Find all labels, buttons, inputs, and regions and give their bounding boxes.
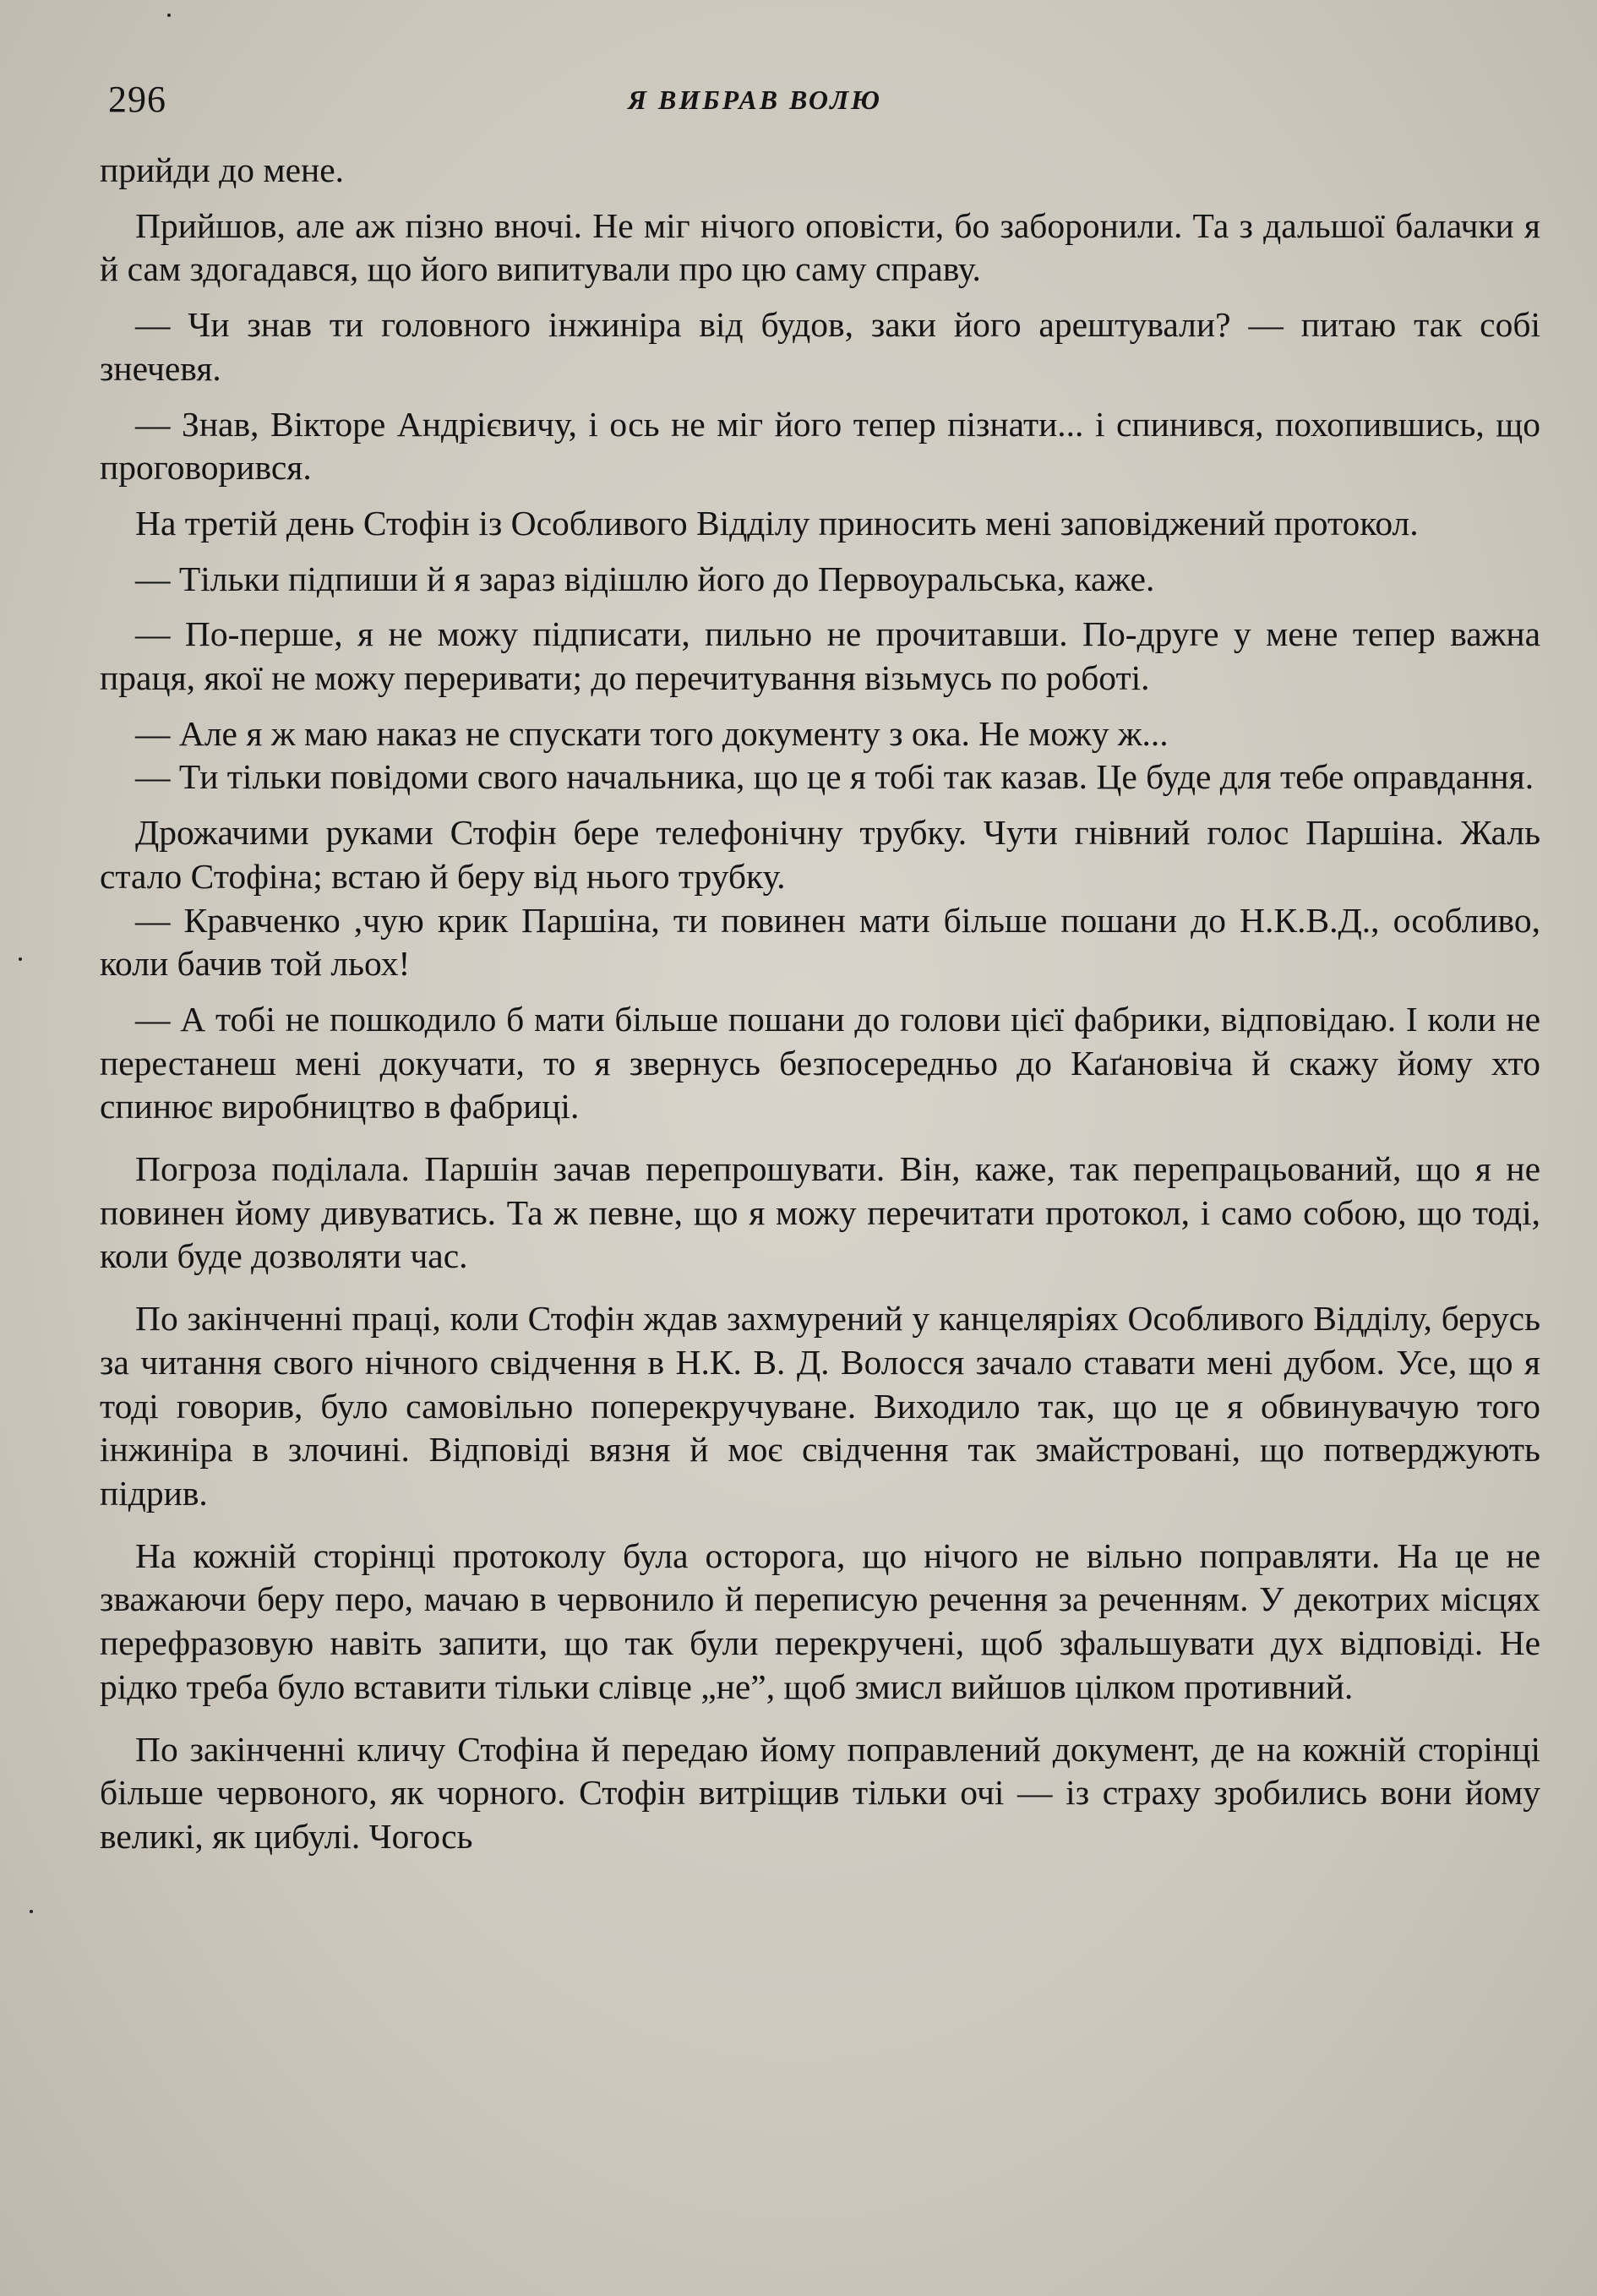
page-number: 296 (108, 79, 166, 120)
page-header (108, 78, 1536, 128)
dialogue-paragraph: — По-перше, я не можу підписати, пильно не прочитавши. По-друге у мене тепер важна праця, якої не можу переривати; до перечитування візьмусь по роботі. (100, 614, 1540, 698)
paragraph: Прийшов, але аж пізно вночі. Не міг нічого оповісти, бо заборонили. Та з дальшої балачки я й сам здогадався, що його випитували про цю саму справу. (100, 205, 1540, 289)
running-head: Я ВИБРАВ ВОЛЮ (628, 85, 882, 115)
paragraph: По закінченні праці, коли Стофін ждав захмурений у канцеляріях Особливого Відділу, берусь за читання свого нічного свідчення в Н.К. В. Д. Волосся зачало ставати мені дубом. Усе, що я тоді говорив, було самовільно поперекручуване. Виходило так, що це я обвинувачую того інжиніра в злочині. Відповіді вязня й моє свідчення так змайстровані, що потверджують підрив. (100, 1299, 1540, 1513)
dialogue-paragraph: — Чи знав ти головного інжиніра від будов, заки його арештували? — питаю так собі знечевя. (100, 305, 1540, 388)
dialogue-paragraph: — Ти тільки повідоми свого начальника, що це я тобі так казав. Це буде для тебе оправдання. (135, 757, 1534, 797)
body-text (100, 149, 1540, 1859)
dialogue-paragraph: — Знав, Вікторе Андрієвичу, і ось не міг його тепер пізнати... і спинився, похопившись, що проговорився. (100, 404, 1540, 488)
dialogue-paragraph: — Тільки підпиши й я зараз відішлю його до Первоуральська, каже. (135, 559, 1155, 598)
paper-speck (167, 14, 171, 17)
paragraph-continuation: прийди до мене. (100, 150, 345, 189)
paper-speck (30, 1910, 33, 1913)
paper-speck (19, 957, 22, 961)
paragraph: На кожній сторінці протоколу була осторога, що нічого не вільно поправляти. На це не зважаючи беру перо, мачаю в червонило й переписую речення за реченням. У декотрих місцях перефразовую навіть запити, що так були перекручені, щоб зфальшувати дух відповіді. Не рідко треба було вставити тільки слівце „не”, щоб змисл вийшов цілком противний. (100, 1535, 1540, 1706)
dialogue-paragraph: — Але я ж маю наказ не спускати того документу з ока. Не можу ж... (135, 713, 1169, 753)
paragraph: Погроза поділала. Паршін зачав перепрошувати. Він, каже, так перепрацьований, що я не повинен йому дивуватись. Та ж певне, що я можу перечитати протокол, і само собою, що тоді, коли буде дозволяти час. (100, 1149, 1540, 1276)
paragraph: Дрожачими руками Стофін бере телефонічну трубку. Чути гнівний голос Паршіна. Жаль стало Стофіна; встаю й беру від нього трубку. (100, 813, 1540, 896)
dialogue-paragraph: — А тобі не пошкодило б мати більше пошани до голови цієї фабрики, відповідаю. І коли не перестанеш мені докучати, то я звернусь безпосередньо до Каґановіча й скажу йому хто спинює виробництво в фабриці. (100, 999, 1540, 1126)
paragraph: На третій день Стофін із Особливого Відділу приносить мені заповіджений протокол. (135, 503, 1419, 543)
dialogue-paragraph: — Кравченко ,чую крик Паршіна, ти повинен мати більше пошани до Н.К.В.Д., особливо, коли бачив той льох! (100, 900, 1540, 984)
paragraph: По закінченні кличу Стофіна й передаю йому поправлений документ, де на кожній сторінці більше червоного, як чорного. Стофін витріщив тільки очі — із страху зробились вони йому великі, як цибулі. Чогось (100, 1729, 1540, 1856)
